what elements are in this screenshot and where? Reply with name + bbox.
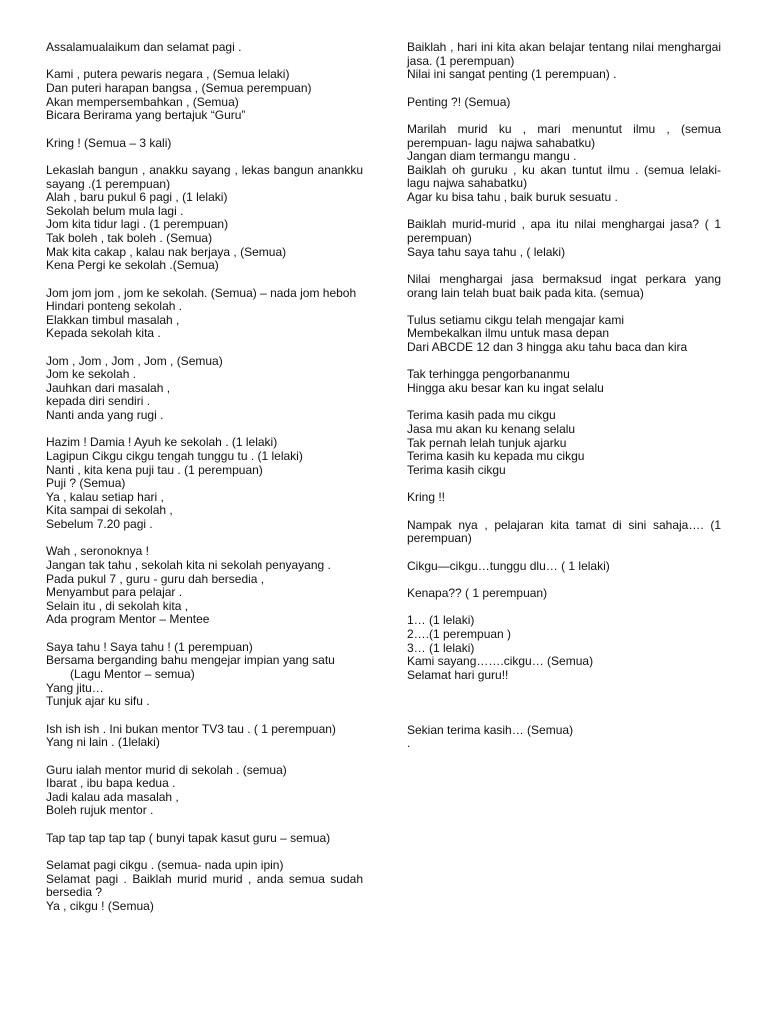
script-paragraph <box>46 859 363 913</box>
script-line: Hingga aku besar kan ku ingat selalu <box>407 381 604 396</box>
script-line: Pada pukul 7 , guru - guru dah bersedia , <box>46 571 265 586</box>
script-paragraph <box>46 641 363 709</box>
script-line: Jom jom jom , jom ke sekolah. (Semua) – nada jom heboh <box>46 285 357 300</box>
script-line: Nampak nya , pelajaran kita tamat di sini sahaja…. (1 perempuan) <box>407 517 721 546</box>
script-line: Saya tahu ! Saya tahu ! (1 perempuan) <box>46 639 253 654</box>
script-line: Hazim ! Damia ! Ayuh ke sekolah . (1 lelaki) <box>46 435 278 450</box>
script-paragraph <box>407 491 721 505</box>
script-line: Menyambut para pelajar . <box>46 585 183 600</box>
script-line: Ish ish ish . Ini bukan mentor TV3 tau . ( 1 perempuan) <box>46 721 336 736</box>
script-line: Jangan tak tahu , sekolah kita ni sekolah penyayang . <box>46 557 331 572</box>
script-line: Dari ABCDE 12 dan 3 hingga aku tahu baca dan kira <box>407 340 688 355</box>
script-paragraph <box>407 314 721 355</box>
script-paragraph <box>46 832 363 846</box>
script-paragraph <box>46 355 363 423</box>
script-line: Yang jitu… <box>46 680 104 695</box>
script-paragraph <box>407 587 721 601</box>
script-line: Baiklah oh guruku , ku akan tuntut ilmu . (semua lelaki- lagu najwa sahabatku) <box>407 162 721 191</box>
script-line: Dan puteri harapan bangsa , (Semua perempuan) <box>46 80 312 95</box>
script-line: Tak pernah lelah tunjuk ajarku <box>407 435 567 450</box>
script-line: Terima kasih cikgu <box>407 462 506 477</box>
script-line: Agar ku bisa tahu , baik buruk sesuatu . <box>407 189 618 204</box>
script-line: kepada diri sendiri . <box>46 394 151 409</box>
script-paragraph <box>407 96 721 110</box>
script-line: Kita sampai di sekolah , <box>46 503 173 518</box>
script-paragraph <box>46 545 363 627</box>
script-paragraph <box>407 123 721 205</box>
script-paragraph <box>46 723 363 750</box>
script-paragraph <box>407 560 721 574</box>
script-line: Akan mempersembahkan , (Semua) <box>46 94 239 109</box>
script-paragraph <box>46 137 363 151</box>
script-line: Jom ke sekolah . <box>46 367 137 382</box>
script-line: Ibarat , ibu bapa kedua . <box>46 776 176 791</box>
script-line: 1… (1 lelaki) <box>407 613 475 628</box>
script-line <box>407 696 721 710</box>
script-line: Elakkan timbul masalah , <box>46 312 180 327</box>
script-line: Marilah murid ku , mari menuntut ilmu , (semua perempuan- lagu najwa sahabatku) <box>407 121 721 150</box>
script-column-left <box>46 41 363 927</box>
script-line: Sekian terima kasih… (Semua) <box>407 722 574 737</box>
script-line: Kena Pergi ke sekolah .(Semua) <box>46 258 219 273</box>
script-paragraph <box>407 368 721 395</box>
script-line: Nanti , kita kena puji tau . (1 perempuan) <box>46 462 263 477</box>
script-paragraph <box>46 68 363 122</box>
script-line: Guru ialah mentor murid di sekolah . (semua) <box>46 762 287 777</box>
script-column-right <box>407 41 721 765</box>
script-line: Terima kasih ku kepada mu cikgu <box>407 449 585 464</box>
script-line: Kami sayang…….cikgu… (Semua) <box>407 654 594 669</box>
script-line: Puji ? (Semua) <box>46 476 126 491</box>
script-paragraph <box>407 409 721 477</box>
script-paragraph <box>46 41 363 55</box>
script-paragraph <box>407 696 721 710</box>
script-paragraph <box>407 519 721 546</box>
script-line: Lagipun Cikgu cikgu tengah tunggu tu . (1 lelaki) <box>46 449 303 464</box>
script-paragraph <box>46 764 363 818</box>
script-line: Tap tap tap tap tap ( bunyi tapak kasut guru – semua) <box>46 830 331 845</box>
script-line: Lekaslah bangun , anakku sayang , lekas bangun anankku sayang .(1 perempuan) <box>46 162 363 191</box>
script-line: Selamat hari guru!! <box>407 667 509 682</box>
script-paragraph <box>407 614 721 682</box>
script-line: Wah , seronoknya ! <box>46 544 149 559</box>
script-line: Selamat pagi . Baiklah murid murid , anda semua sudah bersedia ? <box>46 871 363 900</box>
script-line: Kenapa?? ( 1 perempuan) <box>407 585 548 600</box>
script-line: Boleh rujuk mentor . <box>46 803 154 818</box>
script-line: Nanti anda yang rugi . <box>46 408 164 423</box>
script-line: Tak terhingga pengorbananmu <box>407 367 570 382</box>
script-line: Nilai ini sangat penting (1 perempuan) . <box>407 67 617 82</box>
script-paragraph <box>407 41 721 82</box>
script-line: Mak kita cakap , kalau nak berjaya , (Semua) <box>46 244 287 259</box>
script-line: Hindari ponteng sekolah . <box>46 299 183 314</box>
script-line: Baiklah , hari ini kita akan belajar tentang nilai menghargai jasa. (1 perempuan) <box>407 40 721 68</box>
script-line: Alah , baru pukul 6 pagi , (1 lelaki) <box>46 190 228 205</box>
script-line: Sekolah belum mula lagi . <box>46 203 184 218</box>
script-line: Kami , putera pewaris negara , (Semua lelaki) <box>46 67 290 82</box>
script-paragraph <box>46 287 363 341</box>
script-line: 2….(1 perempuan ) <box>407 626 512 641</box>
script-line: Membekalkan ilmu untuk masa depan <box>407 326 610 341</box>
script-line: Assalamualaikum dan selamat pagi . <box>46 40 242 54</box>
script-line: Ada program Mentor – Mentee <box>46 612 210 627</box>
script-line: Nilai menghargai jasa bermaksud ingat perkara yang orang lain telah buat baik pada kita. (semua) <box>407 271 721 300</box>
script-paragraph <box>407 273 721 300</box>
script-line: Ya , kalau setiap hari , <box>46 489 164 504</box>
script-line: Jasa mu akan ku kenang selalu <box>407 422 576 437</box>
script-paragraph <box>407 724 721 751</box>
script-line: Bicara Berirama yang bertajuk “Guru” <box>46 108 246 123</box>
script-line: Jangan diam termangu mangu . <box>407 149 577 164</box>
script-line: Tunjuk ajar ku sifu . <box>46 694 150 709</box>
script-line: Tulus setiamu cikgu telah mengajar kami <box>407 312 624 327</box>
script-line: Ya , cikgu ! (Semua) <box>46 898 154 913</box>
script-line: Jadi kalau ada masalah , <box>46 789 179 804</box>
script-line: Kepada sekolah kita . <box>46 326 161 341</box>
script-line: Jom kita tidur lagi . (1 perempuan) <box>46 217 229 232</box>
script-line: Sebelum 7.20 pagi . <box>46 517 153 531</box>
script-paragraph <box>46 164 363 273</box>
script-line: Cikgu—cikgu…tunggu dlu… ( 1 lelaki) <box>407 558 610 573</box>
script-line: Jom , Jom , Jom , Jom , (Semua) <box>46 353 223 368</box>
script-paragraph <box>46 436 363 531</box>
script-line: Kring ! (Semua – 3 kali) <box>46 135 172 150</box>
script-line: Terima kasih pada mu cikgu <box>407 408 556 423</box>
script-line: Bersama berganding bahu mengejar impian yang satu <box>46 653 335 668</box>
script-paragraph <box>407 218 721 259</box>
script-line: . <box>407 736 411 751</box>
script-line: Saya tahu saya tahu , ( lelaki) <box>407 244 566 259</box>
script-line: Tak boleh , tak boleh . (Semua) <box>46 230 213 245</box>
script-line: Selamat pagi cikgu . (semua- nada upin ipin) <box>46 858 284 873</box>
script-line: 3… (1 lelaki) <box>407 640 475 655</box>
script-line: Kring !! <box>407 490 446 505</box>
script-line: (Lagu Mentor – semua) <box>70 666 195 681</box>
script-line: Penting ?! (Semua) <box>407 94 511 109</box>
script-line: Baiklah murid-murid , apa itu nilai menghargai jasa? ( 1 perempuan) <box>407 217 721 245</box>
script-line: Yang ni lain . (1lelaki) <box>46 735 160 750</box>
script-line: Selain itu , di sekolah kita , <box>46 598 189 613</box>
script-line: Jauhkan dari masalah , <box>46 380 171 395</box>
